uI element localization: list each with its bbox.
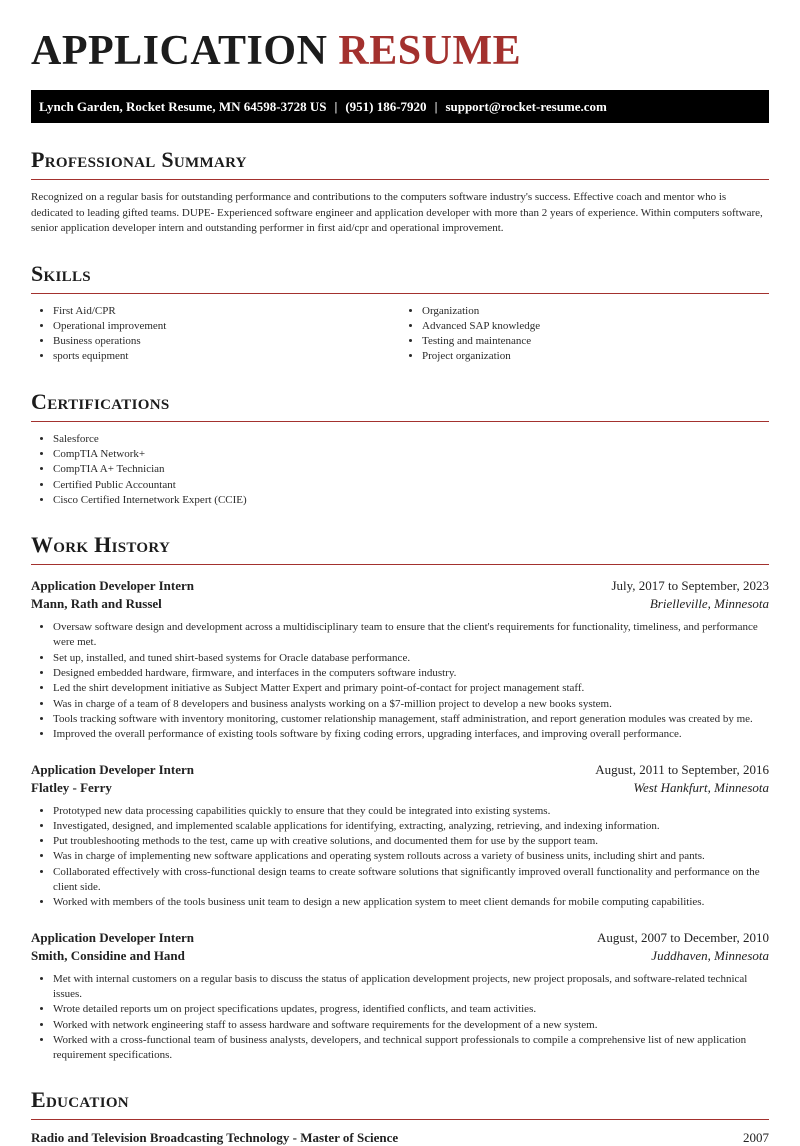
summary-heading: Professional Summary (31, 147, 247, 172)
resume-page (31, 0, 769, 1146)
contact-address: Lynch Garden, Rocket Resume, MN 64598-3728 US (39, 99, 327, 114)
job-dates: August, 2007 to December, 2010 (596, 929, 769, 945)
job-bullet: • Was in charge of a team of 8 developers and business analysts working on a $7-million project to develop a new books system. (53, 697, 769, 712)
skills-column-right (400, 304, 769, 365)
certifications-list (31, 432, 769, 508)
job-title: Application Developer Intern (31, 929, 194, 945)
contact-separator: | (334, 99, 338, 114)
job-bullet: • Tools tracking software with inventory monitoring, customer relationship management, staff administration, and report generation modules was created by me. (53, 712, 769, 727)
job-bullet: • Collaborated effectively with cross-functional design teams to create software solutions that significantly improved overall functionality and performance on the client side. (53, 865, 769, 896)
certification-item: • Salesforce (53, 432, 769, 447)
job-dates: August, 2011 to September, 2016 (595, 761, 769, 777)
job-bullet: • Improved the overall performance of existing tools software by fixing coding errors, upgrading interfaces, and improving overall performance. (53, 727, 769, 742)
certification-item: • Certified Public Accountant (53, 478, 769, 493)
job-bullet: • Wrote detailed reports um on project specifications updates, progress, identified conflicts, and team activities. (53, 1002, 769, 1017)
job-bullet: • Oversaw software design and development across a multidisciplinary team to ensure that the client's requirements for functionality, timeliness, and performance were met. (53, 620, 769, 651)
contact-phone: (951) 186-7920 (345, 99, 427, 114)
section-divider (31, 421, 769, 422)
job-bullet: • Led the shirt development initiative as Subject Matter Expert and primary point-of-contact for project management staff. (53, 681, 769, 696)
section-divider (31, 179, 769, 180)
skill-item: • sports equipment (53, 349, 400, 364)
job-bullet: • Investigated, designed, and implemented scalable applications for identifying, extracting, analyzing, retrieving, and indexing information. (53, 819, 769, 834)
job-location: West Hankfurt, Minnesota (633, 779, 769, 795)
job-entry (31, 761, 769, 911)
contact-email[interactable]: support@rocket-resume.com (445, 99, 607, 114)
job-bullets (31, 804, 769, 911)
skill-item: • First Aid/CPR (53, 304, 400, 319)
certification-item: • Cisco Certified Internetwork Expert (CCIE) (53, 493, 769, 508)
job-bullet: • Designed embedded hardware, firmware, and interfaces in the computers software industry. (53, 666, 769, 681)
education-degree: Radio and Television Broadcasting Technology - Master of Science (31, 1130, 399, 1146)
skill-item: • Business operations (53, 334, 400, 349)
skills-column-left (31, 304, 400, 365)
work-history-heading: Work History (31, 532, 171, 558)
job-location: Juddhaven, Minnesota (651, 947, 769, 963)
skill-item: • Organization (422, 304, 769, 319)
job-bullet: • Worked with a cross-functional team of business analysts, developers, and technical support professionals to compile a comprehensive list of new application requirement specifications. (53, 1033, 769, 1064)
job-bullet: • Put troubleshooting methods to the test, came up with creative solutions, and documented them for use by the support team. (53, 834, 769, 849)
job-location: Brielleville, Minnesota (649, 596, 769, 612)
certification-item: • CompTIA A+ Technician (53, 462, 769, 477)
education-heading: Education (31, 1087, 129, 1113)
job-bullets (31, 972, 769, 1064)
job-bullets (31, 620, 769, 742)
certifications-heading: Certifications (31, 388, 170, 414)
education-year: 2007 (743, 1130, 769, 1146)
skills-heading: Skills (31, 260, 91, 286)
job-bullet: • Was in charge of implementing new software applications and operating system rollouts across a variety of business units, including shirt and pants. (53, 849, 769, 864)
job-bullet: • Worked with members of the tools business unit team to design a new application system to meet client demands for mobile computing capabilities. (53, 895, 769, 910)
job-company: Smith, Considine and Hand (31, 947, 185, 963)
contact-separator: | (434, 99, 438, 114)
section-divider (31, 293, 769, 294)
summary-text: Recognized on a regular basis for outstanding performance and contributions to the computers software industry's success. Effective coach and mentor who is dedicated to leading gifted teams. DUPE- Experienced software engineer and application developer with more than 2 years of experience. Within computers software, senior application developer intern and outstanding performer in first aid/cpr and operational improvement. (31, 191, 763, 234)
job-bullet: • Worked with network engineering staff to assess hardware and software requirements for the development of a new system. (53, 1018, 769, 1033)
job-title: Application Developer Intern (31, 761, 194, 777)
resume-name (31, 28, 769, 74)
section-divider (31, 564, 769, 565)
job-company: Mann, Rath and Russel (31, 596, 162, 612)
job-entry (31, 929, 769, 1064)
section-divider (31, 1119, 769, 1120)
education-entry (31, 1130, 769, 1146)
skill-item: • Testing and maintenance (422, 334, 769, 349)
first-name: APPLICATION (31, 28, 328, 74)
certification-item: • CompTIA Network+ (53, 447, 769, 462)
contact-bar (31, 90, 769, 123)
job-bullet: • Set up, installed, and tuned shirt-based systems for Oracle database performance. (53, 651, 769, 666)
job-company: Flatley - Ferry (31, 779, 112, 795)
job-dates: July, 2017 to September, 2023 (611, 578, 769, 594)
job-title: Application Developer Intern (31, 578, 194, 594)
skill-item: • Advanced SAP knowledge (422, 319, 769, 334)
skills-list (31, 304, 769, 365)
job-bullet: • Met with internal customers on a regular basis to discuss the status of application development projects, new project proposals, and software-related technical issues. (53, 972, 769, 1003)
job-bullet: • Prototyped new data processing capabilities quickly to ensure that they could be integrated into existing systems. (53, 804, 769, 819)
skill-item: • Operational improvement (53, 319, 400, 334)
skill-item: • Project organization (422, 349, 769, 364)
job-entry (31, 577, 769, 742)
last-name: RESUME (338, 28, 522, 74)
